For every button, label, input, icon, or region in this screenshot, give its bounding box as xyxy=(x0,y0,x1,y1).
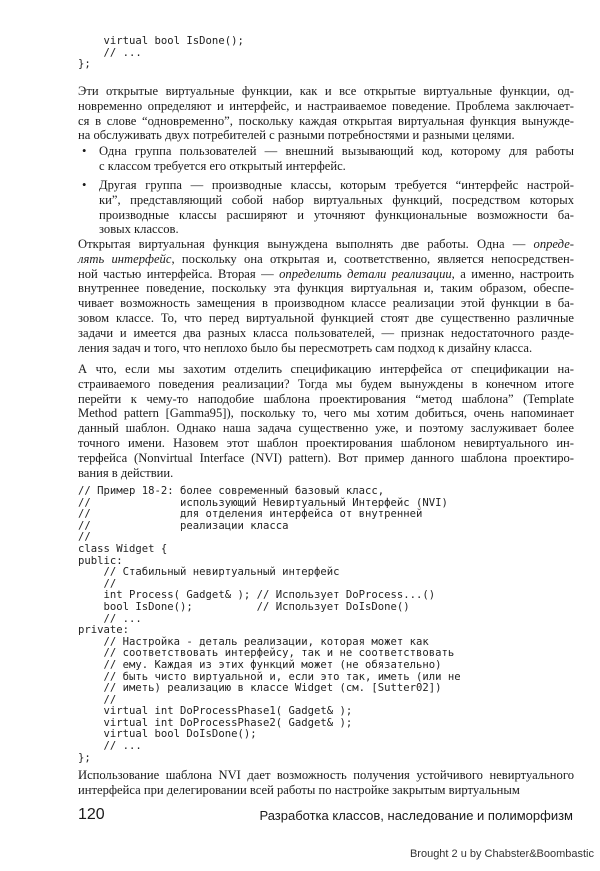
text-segment: данный шаблон. Однако наша задача существенно уже, и поэтому заслуживает более xyxy=(78,421,574,436)
chapter-title: Разработка классов, наследование и полиморфизм xyxy=(259,808,573,823)
code-line: // Стабильный невиртуальный интерфейс xyxy=(78,566,340,579)
text-line xyxy=(78,768,574,783)
text-line: Другая группа — производные классы, которым требуется “интерфейс настрой- xyxy=(99,178,574,192)
text-line xyxy=(78,311,574,326)
code-line: int Process( Gadget& ); // Использует DoProcess...() xyxy=(78,589,436,602)
code-line: // ... xyxy=(78,612,142,625)
text-segment: ся в слове “одновременно”, поскольку каждая открытая виртуальная функция вынужде- xyxy=(78,113,574,128)
text-line xyxy=(78,392,574,407)
text-line xyxy=(78,783,574,798)
bullet-icon: • xyxy=(82,178,87,192)
text-segment: Открытая виртуальная функция вынуждена выполнять две работы. Одна — xyxy=(78,237,534,251)
text-segment: А что, если мы захотим отделить спецификацию интерфейса от спецификации на- xyxy=(78,362,574,376)
code-line: // реализации класса xyxy=(78,519,289,532)
code-line: virtual int DoProcessPhase2( Gadget& ); xyxy=(78,716,353,729)
text-line xyxy=(78,267,574,282)
paragraph-4 xyxy=(78,768,574,798)
emphasis-text: определить детали реализации xyxy=(279,266,452,281)
text-segment: ной частью интерфейса. Вторая — xyxy=(78,266,280,281)
page-number: 120 xyxy=(78,806,105,823)
code-line: private: xyxy=(78,624,130,637)
emphasis-text: лять интерфейс xyxy=(78,251,172,266)
bullet-icon: • xyxy=(82,144,87,158)
scan-credit: Brought 2 u by Chabster&Boombastic xyxy=(409,848,594,860)
text-line xyxy=(78,237,574,252)
text-line: с классом требуется его открытый интерфейс. xyxy=(99,158,346,173)
code-line: // Настройка - деталь реализации, которая может как xyxy=(78,635,429,648)
text-segment: точного имени. Назовем этот шаблон проектирования шаблоном невиртуального ин- xyxy=(78,435,574,450)
code-line: // иметь) реализацию в классе Widget (см. [Sutter02]) xyxy=(78,682,442,695)
text-line xyxy=(78,341,574,356)
text-line xyxy=(78,421,574,436)
code-line: // xyxy=(78,531,91,544)
emphasis-text: опреде- xyxy=(533,237,574,251)
text-line xyxy=(78,451,574,466)
bullet-item xyxy=(99,144,574,174)
text-segment: Эти открытые виртуальные функции, как и все открытые виртуальные функции, од- xyxy=(78,84,574,98)
text-line xyxy=(78,281,574,296)
bullet-item xyxy=(99,178,574,237)
code-line: // ему. Каждая из этих функций может (не обязательно) xyxy=(78,658,442,671)
text-segment: , а именно, настроить xyxy=(451,266,574,281)
text-line xyxy=(78,377,574,392)
text-line xyxy=(78,466,574,481)
code-line: virtual int DoProcessPhase1( Gadget& ); xyxy=(78,705,353,718)
code-line: // Пример 18-2: более современный базовый класс, xyxy=(78,485,385,497)
text-segment: Использование шаблона NVI дает возможность получения устойчивого невиртуального xyxy=(78,768,574,782)
code-line: // xyxy=(78,577,117,590)
code-line: }; xyxy=(78,58,91,71)
code-line: virtual bool IsDone(); xyxy=(78,35,244,47)
code-line: // ... xyxy=(78,46,142,59)
text-line xyxy=(78,252,574,267)
text-segment: зовом классе. То, что перед виртуальной функцией стоят две существенно различные xyxy=(78,310,574,325)
text-segment: вания в действии. xyxy=(78,465,174,480)
code-top xyxy=(78,36,244,71)
text-segment: ления задач и того, что неплохо было бы пересмотреть сам подход к дизайну класса. xyxy=(78,340,533,355)
code-line: // соответствовать интерфейсу, так и не соответствовать xyxy=(78,647,455,660)
code-line: // быть чисто виртуальной и, если это так, иметь (или не xyxy=(78,670,461,683)
code-line: // xyxy=(78,693,117,706)
text-segment: чивает возможность замещения в производном классе реализации этой функции в ба- xyxy=(78,296,574,311)
code-line: // ... xyxy=(78,740,142,753)
text-line: ки”, представляющий собой набор виртуальных функций, посредством которых xyxy=(99,192,574,207)
paragraph-1 xyxy=(78,84,574,143)
text-line xyxy=(78,99,574,114)
text-segment: интерфейса при делегировании всей работы по настройке закрытым виртуальным xyxy=(78,782,520,797)
paragraph-2 xyxy=(78,237,574,355)
text-segment: на обслуживать двух потребителей с разными потребностями и разными целями. xyxy=(78,128,515,143)
text-line xyxy=(78,114,574,129)
text-line xyxy=(78,296,574,311)
text-line xyxy=(78,406,574,421)
text-segment: новременно определяют и интерфейс, и настраиваемое поведение. Проблема заключает- xyxy=(78,98,574,113)
text-line: зовых классов. xyxy=(99,222,179,237)
text-segment: внутреннее поведение, поскольку эта функция виртуальная и, таким образом, обеспе- xyxy=(78,281,574,296)
text-line xyxy=(78,362,574,377)
code-line: virtual bool DoIsDone(); xyxy=(78,728,257,741)
code-line: }; xyxy=(78,751,91,764)
text-segment: терфейса (Nonvirtual Interface (NVI) pattern). Вот пример данного шаблона проектиро- xyxy=(78,450,574,465)
text-line: производные классы расширяют и уточняют функциональные возможности ба- xyxy=(99,207,574,222)
paragraph-3 xyxy=(78,362,574,480)
text-line: Одна группа пользователей — внешний вызывающий код, которому для работы xyxy=(99,144,574,158)
code-example-18-2 xyxy=(78,486,461,764)
text-line xyxy=(78,326,574,341)
text-line xyxy=(78,128,574,143)
text-line xyxy=(78,436,574,451)
text-line xyxy=(78,84,574,99)
text-segment: , поскольку она открытая и, соответственно, является непосредствен- xyxy=(171,251,574,266)
text-segment: перейти к чему-то наподобие шаблона проектирования “метод шаблона” (Template xyxy=(78,391,574,406)
code-line: class Widget { xyxy=(78,542,168,555)
code-line: // использующий Невиртуальный Интерфейс (NVI) xyxy=(78,496,448,509)
text-segment: страиваемого поведения реализации? Тогда мы будем вынуждены в конечном итоге xyxy=(78,376,574,391)
text-segment: задачи и имеется два разных класса пользователей, — признак недостаточного разде- xyxy=(78,325,574,340)
code-line: bool IsDone(); // Использует DoIsDone() xyxy=(78,600,410,613)
code-line: public: xyxy=(78,554,123,567)
text-segment: Method pattern [Gamma95]), поскольку то, чего мы хотим добиться, очень напоминает xyxy=(78,406,574,421)
code-line: // для отделения интерфейса от внутренней xyxy=(78,508,423,521)
